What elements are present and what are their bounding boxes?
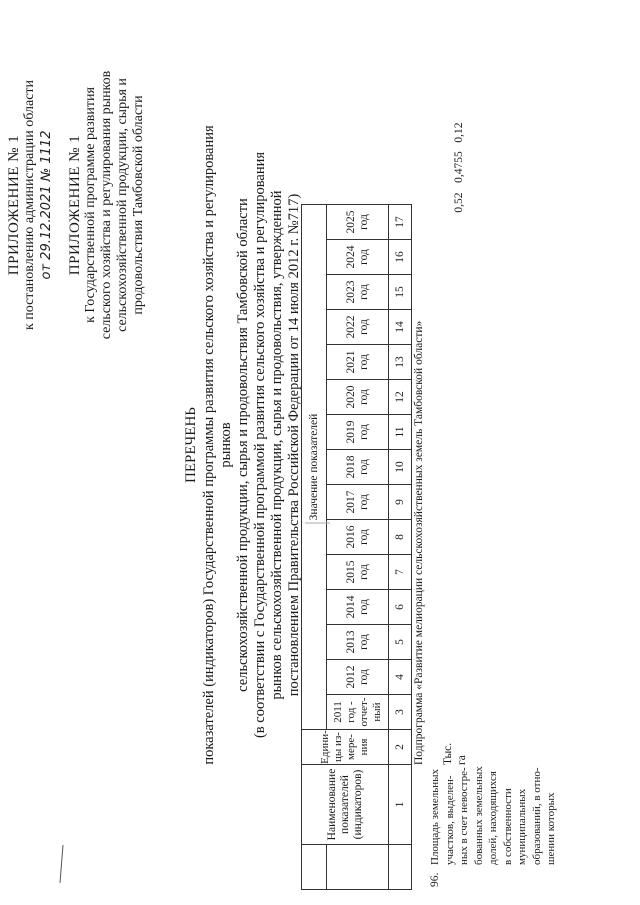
column-header-year-2013: 2013 год — [327, 625, 389, 660]
column-header-year-2022: 2022 год — [327, 310, 389, 345]
row-name-line: в собственности — [501, 788, 514, 865]
column-number: 7 — [389, 555, 412, 590]
column-number: 5 — [389, 625, 412, 660]
column-header-year-2021: 2021 год — [327, 345, 389, 380]
column-number: 10 — [389, 450, 412, 485]
column-number: 13 — [389, 345, 412, 380]
column-number: 1 — [389, 765, 412, 845]
row-value-2022: 0,52 — [453, 192, 465, 213]
title-line-3: (в соответствии с Государственной программой развития сельского хозяйства и регулирования — [252, 151, 268, 739]
column-number: 16 — [389, 240, 412, 275]
title-line-4: рынков сельскохозяйственной продукции, сырья и продовольствия, утвержденной — [269, 190, 285, 700]
column-header-year-2024: 2024 год — [327, 240, 389, 275]
appendix-header — [6, 25, 147, 385]
column-number: 6 — [389, 590, 412, 625]
column-header-year-2014: 2014 год — [327, 590, 389, 625]
column-number: 4 — [389, 660, 412, 695]
column-header-year-2025: 2025 год — [327, 205, 389, 240]
row-name-line: шении которых — [545, 792, 557, 865]
column-number: 11 — [389, 415, 412, 450]
title-line-2: сельскохозяйственной продукции, сырья и продовольствия Тамбовской области — [235, 198, 251, 692]
title-line-1: показателей (индикаторов) Государственной программы развития сельского хозяйства и регулирования рынков — [201, 125, 234, 765]
program-reference-line-2: сельского хозяйства и регулирования рынков — [99, 70, 114, 340]
column-number: 2 — [389, 730, 412, 765]
stray-tick-mark — [300, 513, 340, 533]
row-name-line: бованных земельных — [472, 766, 485, 865]
subprogram-title: Подпрограмма «Развитие мелиорации сельскохозяйственных земель Тамбовской области» — [413, 320, 425, 765]
document-title — [183, 115, 303, 775]
column-header-year-2020: 2020 год — [327, 380, 389, 415]
row-name-line: участков, выделен- — [443, 775, 456, 865]
column-number: 8 — [389, 520, 412, 555]
stray-pen-mark — [50, 825, 70, 885]
column-header-year-2018: 2018 год — [327, 450, 389, 485]
appendix-title-2: ПРИЛОЖЕНИЕ № 1 — [67, 134, 83, 276]
appendix-title: ПРИЛОЖЕНИЕ № 1 — [6, 134, 22, 276]
column-header-year-2012: 2012 год — [327, 660, 389, 695]
column-group-values: Значение показателей — [302, 205, 327, 730]
resolution-date-handwritten: от 29.12.2021 № 1112 — [39, 130, 54, 280]
column-header-unit: Едини-цы из-мере-ния — [302, 730, 389, 765]
column-header-year-2011: 2011 год - отчет-ный — [327, 695, 389, 730]
column-number: 15 — [389, 275, 412, 310]
row-name-line: образований, в отно- — [530, 767, 543, 865]
column-header-year-2017: 2017 год — [327, 485, 389, 520]
title-line-5: постановлением Правительства Российской Федерации от 14 июля 2012 г. №717) — [286, 193, 302, 697]
program-reference-line-4: продовольствия Тамбовской области — [131, 95, 146, 315]
column-number: 14 — [389, 310, 412, 345]
indicators-table — [301, 204, 412, 890]
row-name-line: муниципальных — [516, 788, 528, 865]
column-number: 9 — [389, 485, 412, 520]
row-name-line: Площадь земельных — [429, 768, 441, 865]
column-header-year-2016: 2016 год — [327, 520, 389, 555]
title-heading: ПЕРЕЧЕНЬ — [183, 407, 199, 483]
column-header-name: Наименование показателей (индикаторов) — [302, 765, 389, 845]
column-number: 17 — [389, 205, 412, 240]
row-number: 96. — [429, 872, 441, 887]
column-number: 12 — [389, 380, 412, 415]
row-indicator-name — [428, 750, 559, 865]
program-reference-line-3: сельскохозяйственной продукции, сырья и — [115, 78, 130, 332]
program-reference-line-1: к Государственной программе развития — [83, 87, 98, 323]
column-header-year-2015: 2015 год — [327, 555, 389, 590]
row-value-2024: 0,12 — [453, 122, 465, 143]
column-number: 3 — [389, 695, 412, 730]
row-name-line: ных в счет невостре- — [458, 767, 470, 865]
row-unit: Тыс. га — [442, 742, 468, 765]
column-header-year-2019: 2019 год — [327, 415, 389, 450]
column-header-year-2023: 2023 год — [327, 275, 389, 310]
row-name-line: долей, находящихся — [487, 771, 499, 865]
resolution-reference: к постановлению администрации области — [22, 79, 37, 331]
row-value-2023: 0,4755 — [453, 151, 465, 183]
